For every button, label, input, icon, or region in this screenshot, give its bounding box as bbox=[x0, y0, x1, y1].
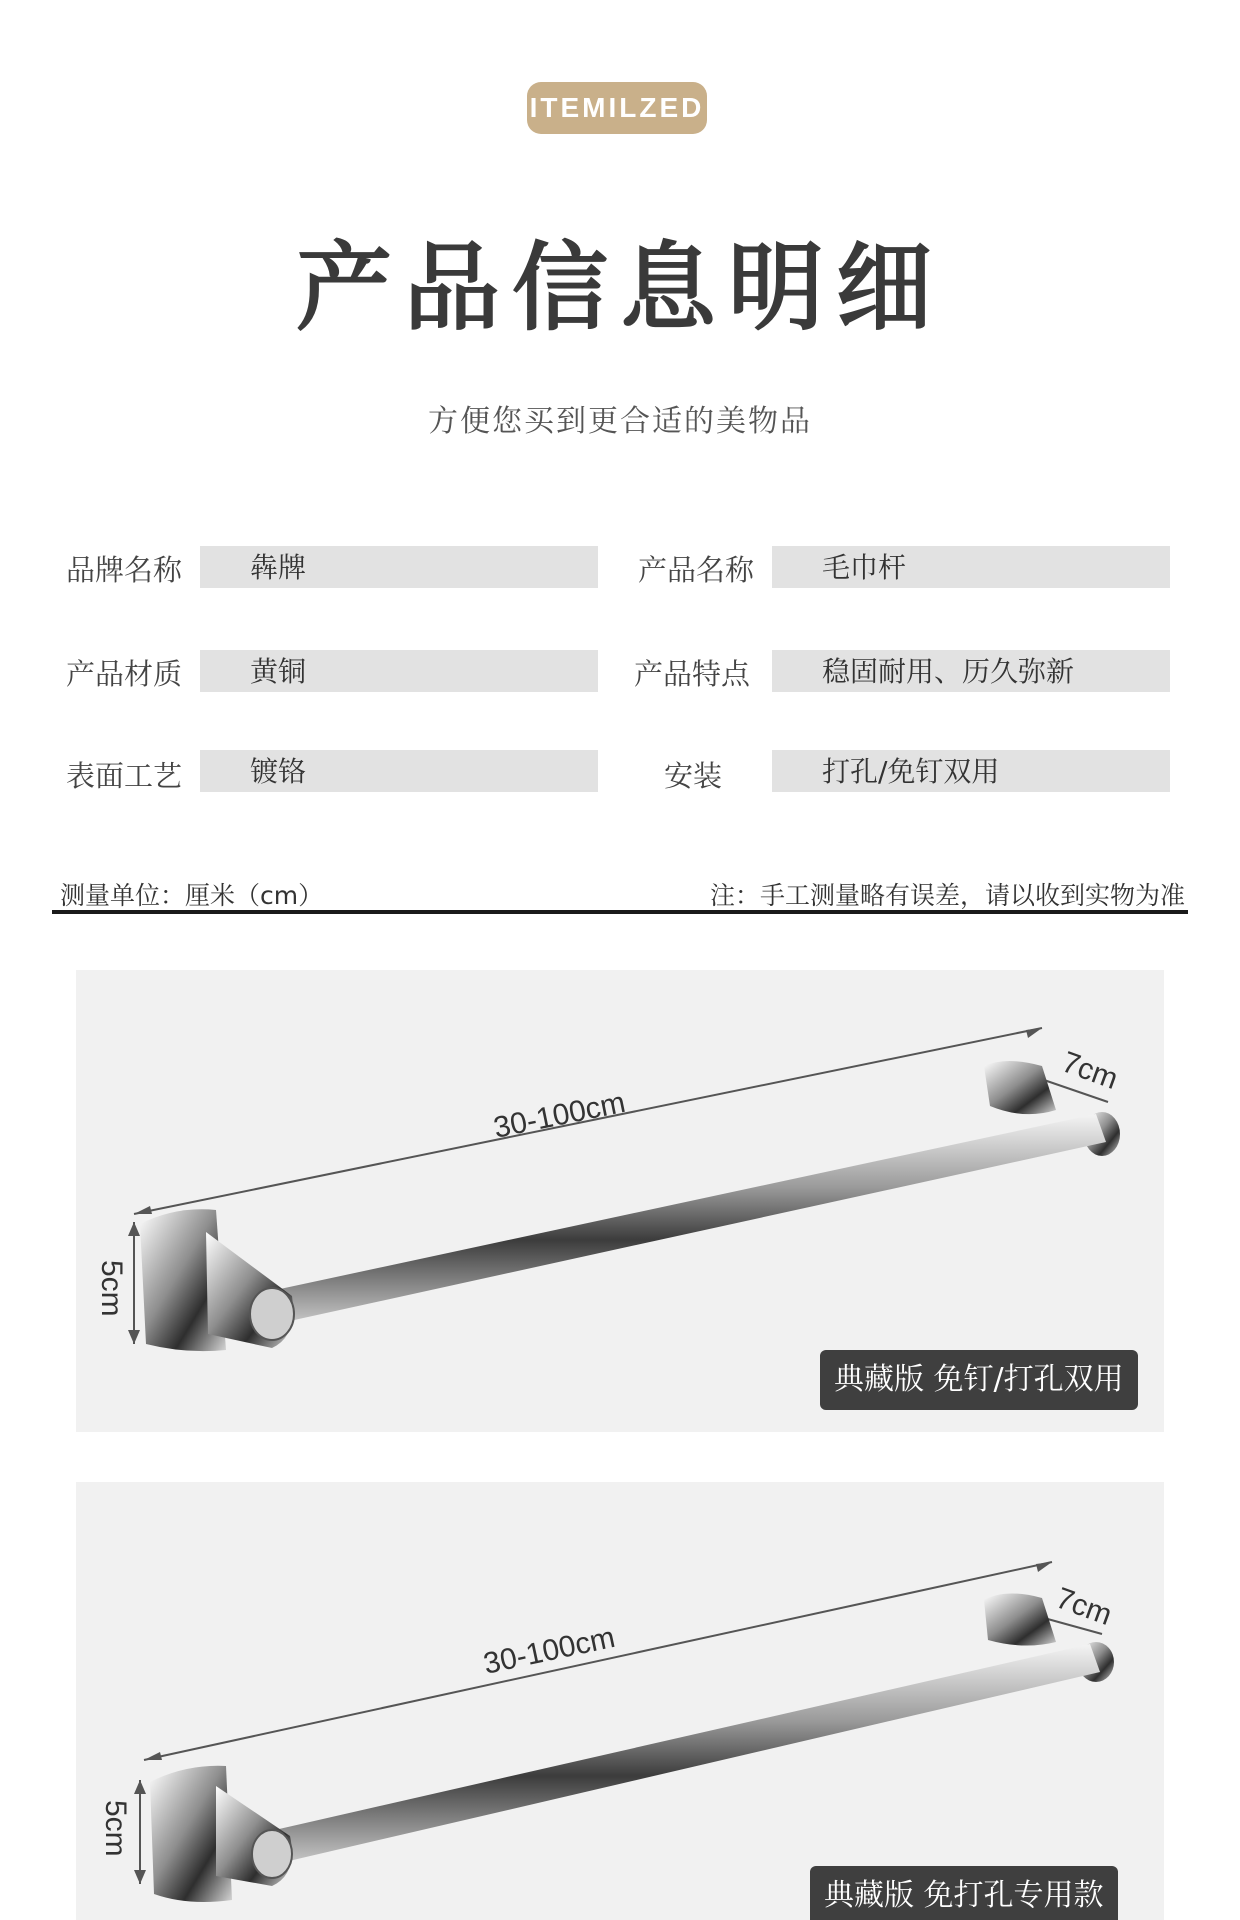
finish-value: 镀铬 bbox=[200, 750, 598, 792]
right-wall-mount bbox=[984, 1593, 1056, 1645]
finish-label: 表面工艺 bbox=[66, 759, 183, 793]
page-subtitle: 方便您买到更合适的美物品 bbox=[428, 404, 812, 439]
brand-badge: ITEMILZED bbox=[527, 82, 707, 134]
depth-dimension-label: 7cm bbox=[1051, 1581, 1117, 1632]
variant-tag-1: 典藏版 免钉/打孔双用 bbox=[820, 1350, 1138, 1410]
product-name-value: 毛巾杆 bbox=[772, 546, 1170, 588]
product-name-label: 产品名称 bbox=[638, 553, 755, 587]
install-value: 打孔/免钉双用 bbox=[772, 750, 1170, 792]
towel-rod bbox=[266, 1114, 1106, 1324]
length-dimension-label: 30-100cm bbox=[490, 1085, 629, 1145]
feature-value: 稳固耐用、历久弥新 bbox=[772, 650, 1170, 692]
height-dimension-label: 5cm bbox=[95, 1260, 128, 1317]
towel-bar-illustration-2 bbox=[76, 1482, 1164, 1920]
brand-label: 品牌名称 bbox=[66, 553, 183, 587]
height-dimension-label: 5cm bbox=[99, 1800, 132, 1857]
depth-dimension-label: 7cm bbox=[1057, 1045, 1123, 1096]
right-wall-mount bbox=[984, 1061, 1056, 1114]
material-label: 产品材质 bbox=[66, 657, 183, 691]
material-value: 黄铜 bbox=[200, 650, 598, 692]
measurement-unit-note: 测量单位：厘米（cm） bbox=[60, 881, 324, 910]
product-panel-2 bbox=[76, 1482, 1164, 1920]
length-dimension-label: 30-100cm bbox=[480, 1620, 618, 1681]
product-panel-1 bbox=[76, 970, 1164, 1432]
length-dimension-line bbox=[144, 1562, 1052, 1760]
page-title: 产品信息明细 bbox=[296, 232, 944, 344]
install-label: 安装 bbox=[664, 759, 723, 793]
variant-tag-2: 典藏版 免打孔专用款 bbox=[810, 1866, 1118, 1920]
brand-value: 犇牌 bbox=[200, 546, 598, 588]
divider-rule bbox=[52, 910, 1188, 914]
towel-rod bbox=[266, 1644, 1100, 1864]
measurement-disclaimer: 注：手工测量略有误差，请以收到实物为准 bbox=[709, 881, 1185, 910]
feature-label: 产品特点 bbox=[634, 657, 751, 691]
